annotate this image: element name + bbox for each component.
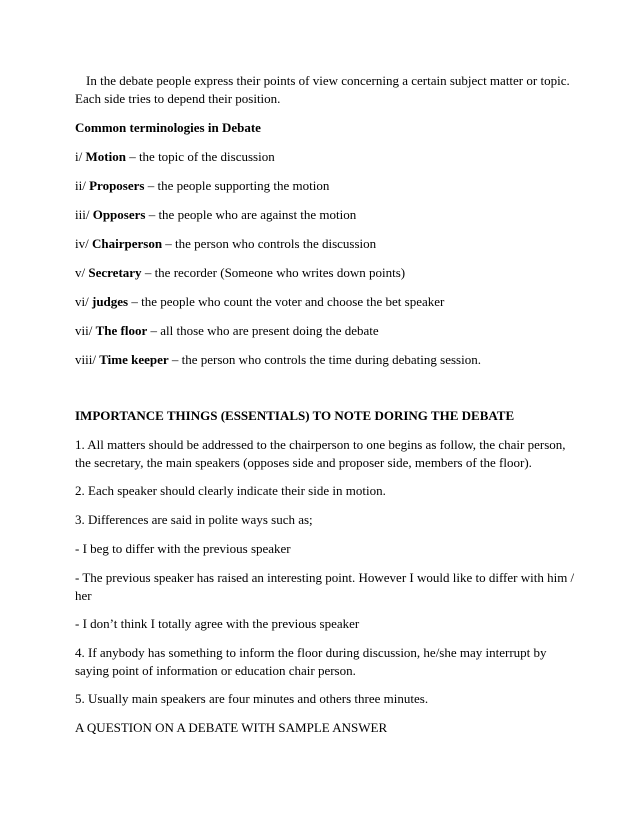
final-heading: A QUESTION ON A DEBATE WITH SAMPLE ANSWER: [75, 720, 388, 735]
term-number: i/: [75, 149, 83, 164]
example-3: - I don’t think I totally agree with the previous speaker: [75, 616, 360, 631]
term-item: [75, 351, 565, 369]
point-3: 3. Differences are said in polite ways such as;: [75, 512, 313, 527]
term-name: Proposers: [89, 178, 145, 193]
term-definition: – the people who count the voter and choose the bet speaker: [128, 294, 445, 309]
term-name: Motion: [85, 149, 126, 164]
point-4-line-2: saying point of information or education chair person.: [75, 663, 356, 678]
term-number: iv/: [75, 236, 89, 251]
point-4-line-1: 4. If anybody has something to inform the floor during discussion, he/she may interrupt by: [75, 645, 547, 660]
terminology-heading: Common terminologies in Debate: [75, 120, 261, 135]
term-name: The floor: [95, 323, 148, 338]
term-name: judges: [91, 294, 129, 309]
term-item: [75, 177, 565, 195]
term-item: [75, 293, 565, 311]
term-item: [75, 264, 565, 282]
example-1: - I beg to differ with the previous speaker: [75, 541, 291, 556]
term-definition: – the people supporting the motion: [144, 178, 330, 193]
term-number: ii/: [75, 178, 86, 193]
term-number: vi/: [75, 294, 89, 309]
term-definition: – the people who are against the motion: [145, 207, 357, 222]
point-1-line-1: 1. All matters should be addressed to the chairperson to one begins as follow, the chair person,: [75, 437, 566, 452]
term-definition: – the recorder (Someone who writes down points): [141, 265, 406, 280]
term-definition: – the person who controls the discussion: [162, 236, 377, 251]
importance-heading: IMPORTANCE THINGS (ESSENTIALS) TO NOTE DORING THE DEBATE: [75, 408, 515, 423]
term-item: [75, 322, 565, 340]
example-2-line-1: - The previous speaker has raised an interesting point. However I would like to differ with him /: [75, 570, 575, 585]
term-number: viii/: [75, 352, 96, 367]
term-name: Chairperson: [91, 236, 163, 251]
term-number: vii/: [75, 323, 93, 338]
term-number: iii/: [75, 207, 90, 222]
point-2: 2. Each speaker should clearly indicate their side in motion.: [75, 483, 386, 498]
term-item: [75, 235, 565, 253]
intro-line-1: In the debate people express their points of view concerning a certain subject matter or topic.: [86, 73, 570, 88]
term-definition: – the person who controls the time during debating session.: [168, 352, 481, 367]
term-item: [75, 206, 565, 224]
term-definition: – all those who are present doing the debate: [147, 323, 379, 338]
term-name: Secretary: [88, 265, 142, 280]
term-number: v/: [75, 265, 86, 280]
term-name: Opposers: [92, 207, 146, 222]
point-5: 5. Usually main speakers are four minutes and others three minutes.: [75, 691, 429, 706]
term-name: Time keeper: [99, 352, 169, 367]
point-1-line-2: the secretary, the main speakers (opposes side and proposer side, members of the floor).: [75, 455, 532, 470]
term-definition: – the topic of the discussion: [125, 149, 275, 164]
example-2-line-2: her: [75, 588, 92, 603]
intro-line-2: Each side tries to depend their position.: [75, 91, 281, 106]
term-item: [75, 148, 565, 166]
